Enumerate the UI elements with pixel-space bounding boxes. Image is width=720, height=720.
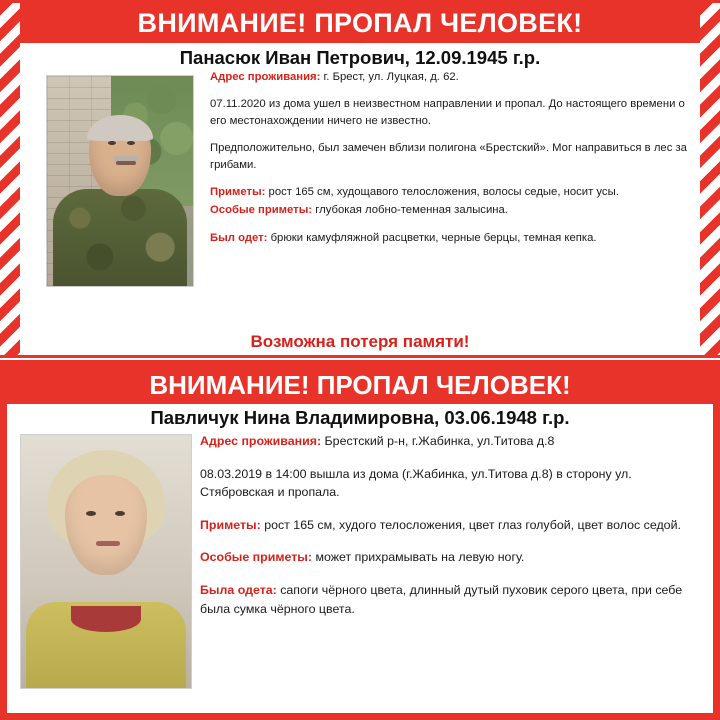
- poster1-signs-value: рост 165 см, худощавого телосложения, волосы седые, носит усы.: [265, 185, 619, 198]
- poster1-photo: [46, 75, 194, 287]
- poster1-details: [210, 69, 688, 257]
- poster1-address-value: г. Брест, ул. Луцкая, д. 62.: [320, 71, 459, 83]
- poster2-address-line: [200, 432, 700, 451]
- poster1-signs-line: [210, 184, 688, 200]
- poster2-special-line: [200, 548, 700, 567]
- poster1-banner-title: ВНИМАНИЕ! ПРОПАЛ ЧЕЛОВЕК!: [20, 3, 700, 43]
- photo1-camo-jacket: [53, 189, 187, 286]
- poster2-address-label: Адрес проживания:: [200, 434, 322, 448]
- photo2-eye-left: [86, 511, 96, 516]
- poster2-photo: [20, 434, 192, 689]
- photo2-eye-right: [115, 511, 125, 516]
- poster1-special-line: [210, 202, 688, 218]
- hazard-stripe-right-icon: [700, 3, 720, 355]
- poster2-clothes-label: Была одета:: [200, 583, 277, 598]
- poster1-address-label: Адрес проживания:: [210, 71, 321, 83]
- poster1-signs-label: Приметы:: [210, 185, 266, 198]
- poster2-banner-title: ВНИМАНИЕ! ПРОПАЛ ЧЕЛОВЕК!: [7, 367, 713, 404]
- poster2-clothes-value: сапоги чёрного цвета, длинный дутый пуховик серого цвета, при себе была сумка чёрного цвета.: [200, 583, 683, 616]
- poster1-clothes-line: [210, 230, 688, 246]
- poster1-address-line: [210, 69, 688, 85]
- poster1-person-name: Панасюк Иван Петрович, 12.09.1945 г.р.: [179, 47, 541, 68]
- poster2-signs-value: рост 165 см, худого телосложения, цвет глаз голубой, цвет волос седой.: [260, 517, 681, 532]
- poster2-clothes-line: [200, 581, 700, 618]
- poster2-signs-line: [200, 516, 700, 535]
- photo1-eye-right: [127, 141, 135, 145]
- poster1-clothes-label: Был одет:: [210, 231, 268, 244]
- photo2-mouth: [96, 541, 120, 546]
- poster2-address-value: Брестский р-н, г.Жабинка, ул.Титова д.8: [321, 434, 555, 448]
- poster-pavlichuk: [0, 360, 720, 720]
- poster2-circumstances: 08.03.2019 в 14:00 вышла из дома (г.Жабинка, ул.Титова д.8) в сторону ул. Стябровская и пропала.: [200, 466, 632, 500]
- photo1-mouth: [116, 161, 136, 165]
- photo2-collar: [71, 606, 141, 632]
- poster2-special-value: может прихрамывать на левую ногу.: [312, 550, 525, 565]
- poster1-special-label: Особые приметы:: [210, 204, 313, 217]
- poster1-clothes-value: брюки камуфляжной расцветки, черные берцы, темная кепка.: [267, 231, 597, 244]
- poster1-footer-note: Возможна потеря памяти!: [250, 332, 470, 351]
- poster2-person-name: Павличук Нина Владимировна, 03.06.1948 г.р.: [150, 407, 570, 428]
- poster1-special-value: глубокая лобно-теменная залысина.: [312, 204, 508, 217]
- poster2-special-label: Особые приметы:: [200, 550, 313, 565]
- poster-panasyuk: [0, 0, 720, 358]
- poster2-signs-label: Приметы:: [200, 517, 261, 532]
- poster1-circumstances: 07.11.2020 из дома ушел в неизвестном направлении и пропал. До настоящего времени о его местонахождении ничего не известно.: [210, 98, 685, 127]
- poster1-last-seen: Предположительно, был замечен вблизи полигона «Брестский». Мог направиться в лес за грибами.: [210, 142, 687, 171]
- poster2-details: [200, 432, 700, 632]
- hazard-stripe-left-icon: [0, 3, 20, 355]
